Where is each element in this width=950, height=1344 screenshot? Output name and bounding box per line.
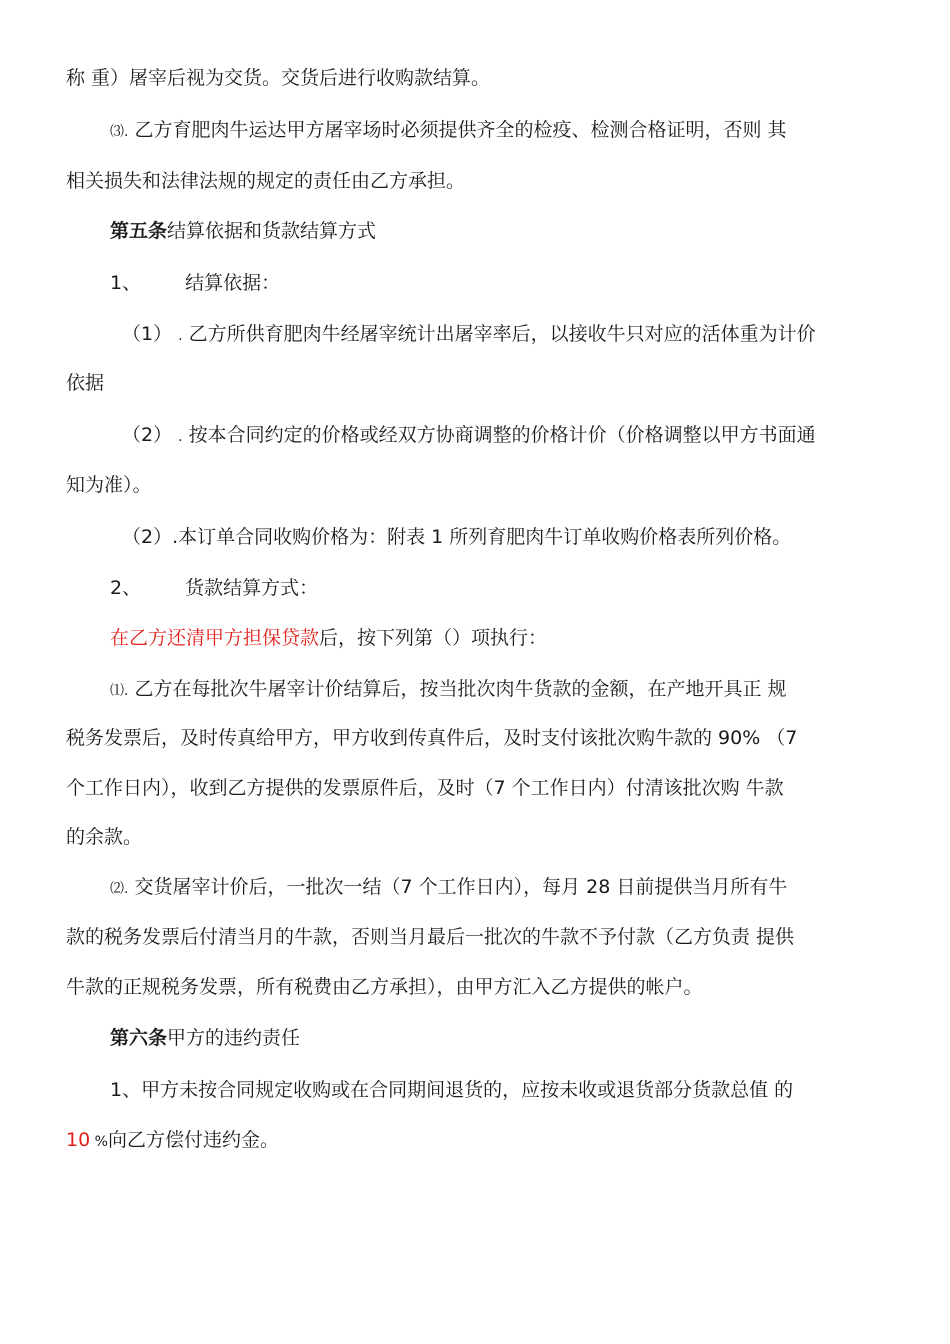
item-2-dot: .	[178, 429, 183, 445]
percent-sign: %	[90, 1134, 108, 1150]
item-2-number: （2）	[122, 424, 173, 446]
item-3-line	[122, 524, 894, 550]
section-1-title: 结算依据：	[185, 272, 281, 294]
section-1-number: 1、	[110, 272, 142, 294]
section-2-number: 2、	[110, 577, 142, 599]
item-1-number: （1）	[122, 323, 173, 345]
option-1-line-2: 税务发票后，及时传真给甲方，甲方收到传真件后，及时支付该批次购牛款的 90% （7	[66, 727, 798, 749]
option-2-text-a: 交货屠宰计价后，一批次一结（7 个工作日内），每月 28 日前提供当月所有牛	[134, 876, 788, 898]
clause-3-line-2: 相关损失和法律法规的规定的责任由乙方承担。	[66, 170, 466, 192]
item-1-line-2: 依据	[66, 372, 105, 394]
penalty-rate: 10	[66, 1129, 91, 1151]
option-1-line-4: 的余款。	[66, 826, 143, 848]
execution-suffix: 后，按下列第（）项执行：	[319, 627, 548, 649]
section-2-title: 货款结算方式：	[185, 577, 319, 599]
execution-clause	[110, 625, 894, 651]
item-2-line-2: 知为准）。	[66, 474, 152, 496]
item-1-dot: .	[178, 328, 183, 344]
line-weigh-delivery: 称 重）屠宰后视为交货。交货后进行收购款结算。	[66, 67, 491, 89]
option-2-line-1	[110, 874, 894, 902]
clause-3-line-1	[110, 117, 894, 145]
article-6-heading	[110, 1025, 894, 1051]
execution-prefix: 在	[110, 627, 130, 649]
option-2-line-3: 牛款的正规税务发票，所有税费由乙方承担），由甲方汇入乙方提供的帐户。	[66, 976, 703, 998]
article-5-label: 第五条	[110, 220, 168, 242]
option-1-text-a: 乙方在每批次牛屠宰计价结算后，按当批次肉牛货款的金额，在产地开具正 规	[134, 678, 787, 700]
article-5-heading	[110, 218, 894, 244]
execution-highlight: 乙方还清甲方担保贷款	[129, 627, 320, 649]
clause-3-number: ⑶.	[110, 124, 129, 140]
option-1-number: ⑴.	[110, 683, 129, 699]
article-6-label: 第六条	[110, 1027, 168, 1049]
article-6-clause-1-text-b: 向乙方偿付违约金。	[107, 1129, 279, 1151]
article-5-title: 结算依据和货款结算方式	[167, 220, 377, 242]
item-1-line-1	[122, 321, 894, 349]
item-2-line-1	[122, 422, 894, 450]
option-1-line-3: 个工作日内），收到乙方提供的发票原件后，及时（7 个工作日内）付清该批次购 牛款	[66, 777, 784, 799]
option-1-line-1	[110, 676, 894, 704]
section-1-heading	[110, 270, 894, 296]
item-3-number: （2）	[122, 526, 173, 548]
item-3-text: .本订单合同收购价格为：附表 1 所列育肥肉牛订单收购价格表所列价格。	[172, 526, 792, 548]
section-2-heading	[110, 575, 894, 601]
item-1-text-a: 乙方所供育肥肉牛经屠宰统计出屠宰率后，以接收牛只对应的活体重为计价	[188, 323, 816, 345]
option-2-line-2: 款的税务发票后付清当月的牛款，否则当月最后一批次的牛款不予付款（乙方负责 提供	[66, 926, 795, 948]
clause-3-text-a: 乙方育肥肉牛运达甲方屠宰场时必须提供齐全的检疫、检测合格证明，否则 其	[134, 119, 787, 141]
option-2-number: ⑵.	[110, 881, 129, 897]
item-2-text-a: 按本合同约定的价格或经双方协商调整的价格计价（价格调整以甲方书面通	[188, 424, 816, 446]
article-6-title: 甲方的违约责任	[167, 1027, 301, 1049]
article-6-clause-1-line-2	[66, 1127, 894, 1155]
article-6-clause-1-line-1: 1、甲方未按合同规定收购或在合同期间退货的，应按未收或退货部分货款总值 的	[110, 1079, 794, 1101]
